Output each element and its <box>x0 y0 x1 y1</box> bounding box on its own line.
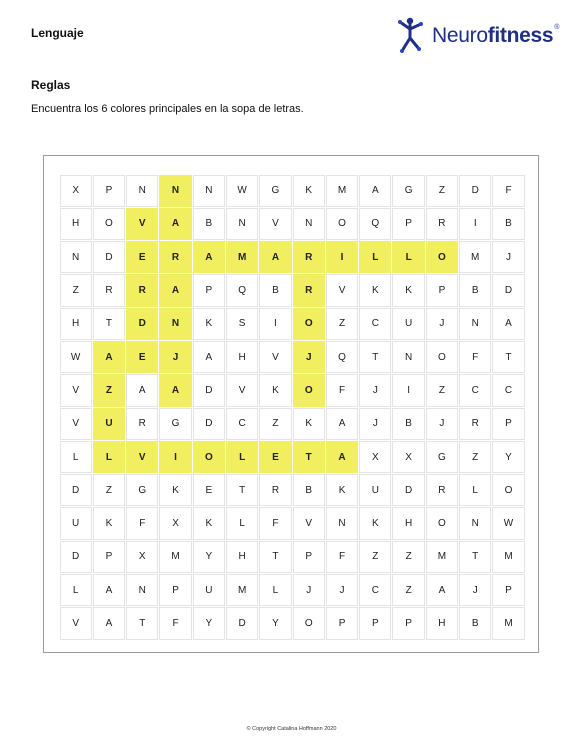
grid-cell: A <box>359 175 391 207</box>
grid-cell: H <box>226 341 258 373</box>
grid-cell: V <box>126 441 158 473</box>
grid-cell: F <box>492 175 524 207</box>
grid-cell: N <box>193 175 225 207</box>
grid-cell: P <box>159 574 191 606</box>
grid-cell: N <box>293 208 325 240</box>
grid-cell: D <box>459 175 491 207</box>
grid-cell: T <box>226 474 258 506</box>
grid-cell: O <box>326 208 358 240</box>
grid-cell: J <box>159 341 191 373</box>
grid-cell: Y <box>259 607 291 639</box>
grid-cell: Y <box>193 607 225 639</box>
grid-cell: O <box>293 374 325 406</box>
grid-cell: R <box>93 274 125 306</box>
grid-cell: A <box>259 241 291 273</box>
grid-cell: H <box>426 607 458 639</box>
grid-cell: M <box>159 541 191 573</box>
grid-cell: D <box>226 607 258 639</box>
grid-cell: N <box>392 341 424 373</box>
grid-cell: N <box>326 507 358 539</box>
grid-cell: A <box>159 208 191 240</box>
grid-cell: A <box>326 408 358 440</box>
grid-cell: R <box>459 408 491 440</box>
grid-cell: P <box>93 175 125 207</box>
grid-cell: O <box>426 341 458 373</box>
letter-grid <box>59 174 525 640</box>
grid-cell: A <box>93 341 125 373</box>
grid-cell: A <box>492 308 524 340</box>
grid-cell: Z <box>459 441 491 473</box>
grid-cell: D <box>126 308 158 340</box>
grid-cell: O <box>293 308 325 340</box>
grid-cell: M <box>326 175 358 207</box>
grid-cell: M <box>226 574 258 606</box>
grid-cell: L <box>93 441 125 473</box>
grid-cell: K <box>326 474 358 506</box>
grid-cell: Y <box>492 441 524 473</box>
grid-cell: K <box>159 474 191 506</box>
grid-cell: X <box>159 507 191 539</box>
grid-cell: A <box>193 241 225 273</box>
grid-cell: M <box>426 541 458 573</box>
grid-cell: P <box>93 541 125 573</box>
grid-cell: P <box>326 607 358 639</box>
neurofitness-logo <box>396 15 566 55</box>
grid-cell: U <box>60 507 92 539</box>
section-label: Lenguaje <box>31 26 84 40</box>
grid-cell: V <box>293 507 325 539</box>
grid-cell: L <box>226 507 258 539</box>
grid-cell: W <box>60 341 92 373</box>
grid-cell: G <box>159 408 191 440</box>
grid-cell: Z <box>326 308 358 340</box>
grid-cell: V <box>60 607 92 639</box>
grid-cell: D <box>93 241 125 273</box>
grid-cell: X <box>60 175 92 207</box>
grid-cell: P <box>492 408 524 440</box>
logo-wordmark-fitness: fitness <box>487 24 554 47</box>
grid-cell: B <box>492 208 524 240</box>
grid-cell: L <box>226 441 258 473</box>
grid-cell: T <box>492 341 524 373</box>
grid-cell: R <box>159 241 191 273</box>
grid-cell: A <box>159 374 191 406</box>
grid-cell: A <box>93 607 125 639</box>
grid-cell: Z <box>359 541 391 573</box>
grid-cell: U <box>93 408 125 440</box>
grid-cell: F <box>459 341 491 373</box>
grid-cell: Z <box>60 274 92 306</box>
grid-cell: P <box>392 208 424 240</box>
grid-cell: J <box>492 241 524 273</box>
grid-cell: O <box>293 607 325 639</box>
grid-cell: N <box>159 175 191 207</box>
grid-cell: I <box>159 441 191 473</box>
grid-cell: O <box>93 208 125 240</box>
grid-cell: J <box>359 374 391 406</box>
grid-cell: Z <box>392 574 424 606</box>
grid-cell: T <box>93 308 125 340</box>
grid-cell: N <box>126 574 158 606</box>
grid-cell: H <box>392 507 424 539</box>
grid-cell: R <box>426 474 458 506</box>
grid-cell: O <box>492 474 524 506</box>
grid-cell: O <box>426 241 458 273</box>
grid-cell: K <box>359 507 391 539</box>
grid-cell: T <box>293 441 325 473</box>
grid-cell: B <box>459 274 491 306</box>
grid-cell: V <box>226 374 258 406</box>
grid-cell: F <box>259 507 291 539</box>
grid-cell: B <box>392 408 424 440</box>
grid-cell: U <box>193 574 225 606</box>
grid-cell: P <box>392 607 424 639</box>
grid-cell: L <box>259 574 291 606</box>
grid-cell: I <box>392 374 424 406</box>
grid-cell: R <box>126 408 158 440</box>
grid-cell: F <box>326 374 358 406</box>
grid-cell: Q <box>359 208 391 240</box>
grid-cell: L <box>60 574 92 606</box>
grid-cell: K <box>359 274 391 306</box>
grid-cell: J <box>293 574 325 606</box>
grid-cell: M <box>459 241 491 273</box>
grid-cell: C <box>359 308 391 340</box>
grid-cell: O <box>426 507 458 539</box>
grid-cell: B <box>293 474 325 506</box>
grid-cell: M <box>492 541 524 573</box>
logo-wordmark <box>432 24 559 48</box>
grid-cell: Z <box>93 474 125 506</box>
grid-cell: V <box>126 208 158 240</box>
grid-cell: K <box>259 374 291 406</box>
grid-cell: H <box>60 308 92 340</box>
grid-cell: J <box>426 308 458 340</box>
grid-cell: S <box>226 308 258 340</box>
grid-cell: O <box>193 441 225 473</box>
grid-cell: J <box>459 574 491 606</box>
grid-cell: X <box>359 441 391 473</box>
grid-cell: M <box>226 241 258 273</box>
grid-cell: N <box>226 208 258 240</box>
grid-cell: A <box>159 274 191 306</box>
grid-cell: N <box>159 308 191 340</box>
grid-cell: Q <box>326 341 358 373</box>
grid-cell: E <box>193 474 225 506</box>
grid-cell: T <box>126 607 158 639</box>
grid-cell: Z <box>426 175 458 207</box>
grid-cell: N <box>459 308 491 340</box>
grid-cell: P <box>492 574 524 606</box>
grid-cell: C <box>359 574 391 606</box>
grid-cell: R <box>293 241 325 273</box>
copyright-notice: © Copyright Catalina Hoffmann 2020 <box>246 726 337 732</box>
grid-cell: N <box>60 241 92 273</box>
grid-cell: V <box>259 341 291 373</box>
grid-cell: D <box>193 374 225 406</box>
grid-cell: G <box>126 474 158 506</box>
grid-cell: V <box>60 408 92 440</box>
grid-cell: Z <box>426 374 458 406</box>
grid-cell: R <box>426 208 458 240</box>
grid-cell: K <box>193 507 225 539</box>
grid-cell: U <box>359 474 391 506</box>
grid-cell: Z <box>259 408 291 440</box>
grid-cell: A <box>326 441 358 473</box>
grid-cell: G <box>259 175 291 207</box>
grid-cell: F <box>159 607 191 639</box>
grid-cell: C <box>492 374 524 406</box>
grid-cell: J <box>359 408 391 440</box>
grid-cell: D <box>492 274 524 306</box>
grid-cell: P <box>426 274 458 306</box>
grid-cell: V <box>326 274 358 306</box>
grid-cell: P <box>193 274 225 306</box>
grid-cell: I <box>459 208 491 240</box>
grid-cell: V <box>259 208 291 240</box>
grid-cell: E <box>126 241 158 273</box>
grid-cell: D <box>392 474 424 506</box>
grid-cell: D <box>60 474 92 506</box>
grid-cell: A <box>93 574 125 606</box>
grid-cell: M <box>492 607 524 639</box>
grid-cell: J <box>426 408 458 440</box>
grid-cell: G <box>392 175 424 207</box>
rules-instructions: Encuentra los 6 colores principales en la sopa de letras. <box>31 103 304 115</box>
grid-cell: L <box>392 241 424 273</box>
grid-cell: B <box>259 274 291 306</box>
grid-cell: T <box>459 541 491 573</box>
grid-cell: W <box>226 175 258 207</box>
grid-cell: R <box>126 274 158 306</box>
grid-cell: G <box>426 441 458 473</box>
grid-cell: L <box>459 474 491 506</box>
grid-cell: P <box>293 541 325 573</box>
grid-cell: T <box>359 341 391 373</box>
grid-cell: I <box>259 308 291 340</box>
person-figure-icon <box>396 15 430 55</box>
grid-cell: C <box>459 374 491 406</box>
grid-cell: H <box>226 541 258 573</box>
grid-cell: C <box>226 408 258 440</box>
grid-cell: K <box>93 507 125 539</box>
grid-cell: V <box>60 374 92 406</box>
grid-cell: W <box>492 507 524 539</box>
grid-cell: K <box>293 408 325 440</box>
grid-cell: K <box>293 175 325 207</box>
word-search-board <box>43 155 539 653</box>
grid-cell: E <box>259 441 291 473</box>
grid-cell: A <box>426 574 458 606</box>
grid-cell: F <box>126 507 158 539</box>
grid-cell: N <box>459 507 491 539</box>
grid-cell: J <box>326 574 358 606</box>
grid-cell: F <box>326 541 358 573</box>
grid-cell: T <box>259 541 291 573</box>
grid-cell: Y <box>193 541 225 573</box>
grid-cell: X <box>126 541 158 573</box>
logo-wordmark-neuro: Neuro <box>432 24 488 47</box>
grid-cell: N <box>126 175 158 207</box>
grid-cell: J <box>293 341 325 373</box>
grid-cell: L <box>60 441 92 473</box>
grid-cell: I <box>326 241 358 273</box>
grid-cell: D <box>60 541 92 573</box>
grid-cell: R <box>259 474 291 506</box>
grid-cell: U <box>392 308 424 340</box>
grid-cell: A <box>126 374 158 406</box>
registered-mark: ® <box>554 24 560 31</box>
rules-title: Reglas <box>31 78 71 92</box>
grid-cell: K <box>392 274 424 306</box>
grid-cell: B <box>459 607 491 639</box>
grid-cell: K <box>193 308 225 340</box>
grid-cell: B <box>193 208 225 240</box>
grid-cell: Z <box>392 541 424 573</box>
grid-cell: L <box>359 241 391 273</box>
grid-cell: Q <box>226 274 258 306</box>
grid-cell: A <box>193 341 225 373</box>
grid-cell: E <box>126 341 158 373</box>
grid-cell: H <box>60 208 92 240</box>
grid-cell: Z <box>93 374 125 406</box>
grid-cell: X <box>392 441 424 473</box>
grid-cell: D <box>193 408 225 440</box>
grid-cell: P <box>359 607 391 639</box>
grid-cell: R <box>293 274 325 306</box>
